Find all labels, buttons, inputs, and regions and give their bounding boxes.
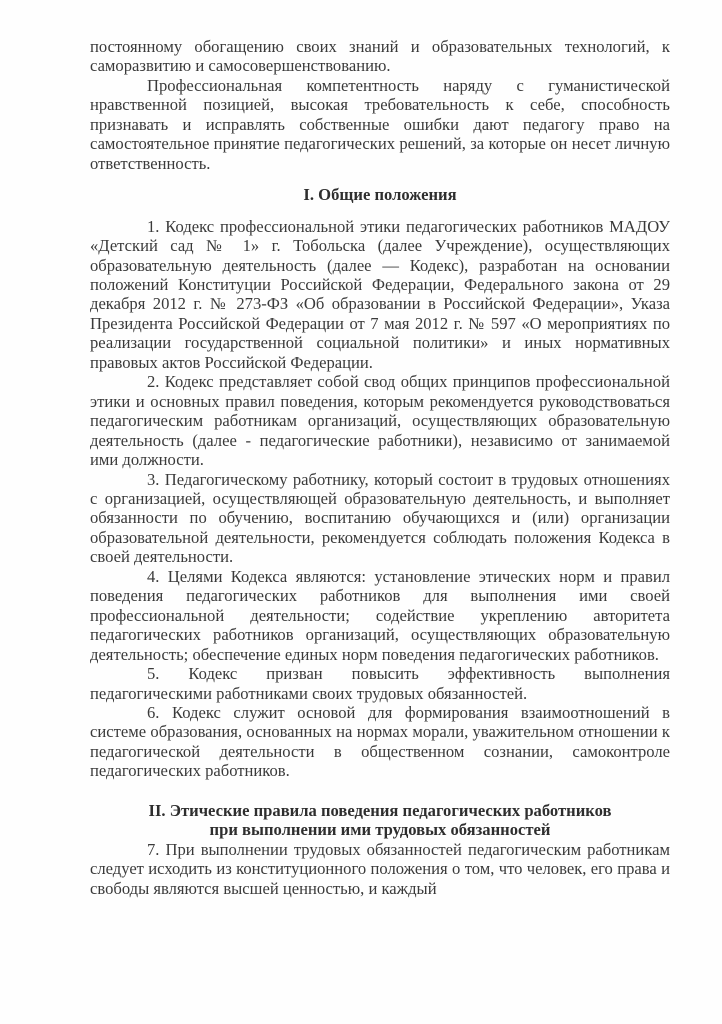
section-1-item-2: 2. Кодекс представляет собой свод общих принципов профессиональной этики и основных правил поведения, которым рекомендуется руководствоваться педагогическим работникам организаций, осуществляющих образовательную деятельность (далее - педагогические работники), независимо от занимаемой ими должности. [90, 372, 670, 470]
section-2-item-7: 7. При выполнении трудовых обязанностей педагогическим работникам следует исходить из конституционного положения о том, что человек, его права и свободы являются высшей ценностью, и каждый [90, 839, 670, 898]
section-1-item-3: 3. Педагогическому работнику, который состоит в трудовых отношениях с организацией, осуществляющей образовательную деятельность, и выполняет обязанности по обучению, воспитанию обучающихся и (или) организации образовательной деятельности, рекомендуется соблюдать положения Кодекса в своей деятельности. [90, 469, 670, 567]
section-1-item-5: 5. Кодекс призван повысить эффективность выполнения педагогическими работниками своих трудовых обязанностей. [90, 664, 670, 703]
section-2-heading-line-2: при выполнении ими трудовых обязанностей [209, 820, 551, 840]
section-1-item-6: 6. Кодекс служит основой для формирования взаимоотношений в системе образования, основанных на нормах морали, уважительном отношении к педагогической деятельности в общественном сознании, самоконтроле педагогических работников. [90, 702, 670, 781]
section-1-item-1: 1. Кодекс профессиональной этики педагогических работников МАДОУ «Детский сад № 1» г. Тобольска (далее Учреждение), осуществляющих образовательную деятельность (далее — Кодекс), разработан на основании положений Конституции Российской Федерации, Федерального закона от 29 декабря 2012 г. № 273-ФЗ «Об образовании в Российской Федерации», Указа Президента Российской Федерации от 7 мая 2012 г. № 597 «О мероприятиях по реализации государственной социальной политики» и иных нормативных правовых актов Российской Федерации. [90, 216, 670, 372]
section-2-heading-line-1: II. Этические правила поведения педагогических работников [148, 800, 612, 820]
document-body [90, 37, 670, 898]
intro-continuation: постоянному обогащению своих знаний и образовательных технологий, к саморазвитию и самосовершенствованию. [90, 37, 670, 76]
intro-paragraph: Профессиональная компетентность наряду с гуманистической нравственной позицией, высокая требовательность к себе, способность признавать и исправлять собственные ошибки дают педагогу право на самостоятельное принятие педагогических решений, за которые он несет личную ответственность. [90, 75, 670, 173]
section-1-item-4: 4. Целями Кодекса являются: установление этических норм и правил поведения педагогических работников для выполнения ими своей профессиональной деятельности; содействие укреплению авторитета педагогических работников организаций, осуществляющих образовательную деятельность; обеспечение единых норм поведения педагогических работников. [90, 566, 670, 664]
section-1-heading: I. Общие положения [303, 185, 457, 205]
